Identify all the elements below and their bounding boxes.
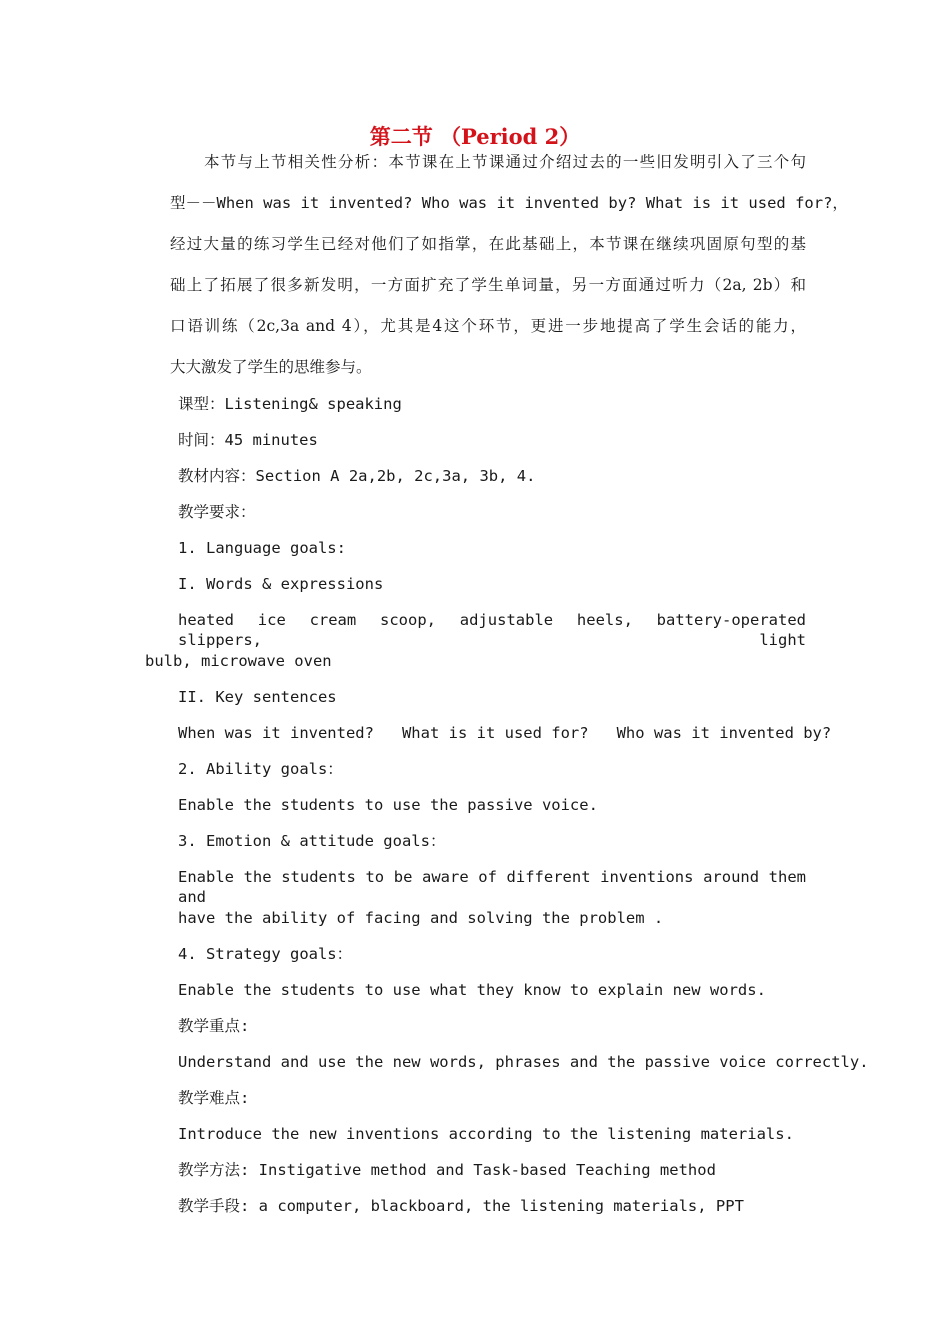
emotion-goals-heading: 3. Emotion & attitude goals： [178, 832, 446, 850]
key-points-heading: 教学重点: [178, 1017, 250, 1035]
key-sentences: When was it invented? What is it used for? Who was it invented by? [178, 724, 832, 742]
page-title: 第二节 （Period 2） [369, 124, 581, 149]
ability-goals-heading: 2. Ability goals： [178, 760, 343, 778]
key-points-text: Understand and use the new words, phrases and the passive voice correctly. [178, 1053, 869, 1071]
class-time: 时间：45 minutes [178, 431, 318, 449]
course-type: 课型：Listening& speaking [178, 395, 402, 413]
ability-goals-text: Enable the students to use the passive voice. [178, 796, 598, 814]
analysis-line-3: 经过大量的练习学生已经对他们了如指掌，在此基础上，本节课在继续巩固原句型的基 [170, 235, 806, 253]
difficult-points-heading: 教学难点: [178, 1089, 250, 1107]
analysis-line-6: 大大激发了学生的思维参与。 [170, 358, 372, 376]
sentences-heading: II. Key sentences [178, 688, 337, 706]
analysis-line-2: 型－－When was it invented? Who was it invented by? What is it used for?， [170, 194, 848, 212]
analysis-line-1: 本节与上节相关性分析：本节课在上节课通过介绍过去的一些旧发明引入了三个句 [204, 153, 806, 171]
strategy-goals-text: Enable the students to use what they know to explain new words. [178, 981, 766, 999]
requirements-heading: 教学要求： [178, 503, 256, 521]
teaching-materials: 教材内容：Section A 2a,2b, 2c,3a, 3b, 4. [178, 467, 536, 485]
teaching-tools: 教学手段: a computer, blackboard, the listening materials, PPT [178, 1197, 744, 1215]
emotion-goals-line-1: Enable the students to be aware of different inventions around them and [178, 868, 806, 906]
words-line-2: bulb, microwave oven [145, 652, 332, 670]
language-goals-heading: 1. Language goals: [178, 539, 346, 557]
emotion-goals-line-2: have the ability of facing and solving the problem . [178, 909, 664, 927]
words-line-1: heated ice cream scoop, adjustable heels, battery-operated slippers, light [178, 611, 806, 649]
strategy-goals-heading: 4. Strategy goals： [178, 945, 353, 963]
analysis-line-5: 口语训练（2c,3a and 4），尤其是4这个环节，更进一步地提高了学生会话的能力， [170, 317, 806, 335]
analysis-line-4: 础上了拓展了很多新发明，一方面扩充了学生单词量，另一方面通过听力（2a, 2b）和 [170, 276, 806, 294]
teaching-methods: 教学方法: Instigative method and Task-based Teaching method [178, 1161, 716, 1179]
words-heading: I. Words & expressions [178, 575, 384, 593]
difficult-points-text: Introduce the new inventions according to the listening materials. [178, 1125, 794, 1143]
